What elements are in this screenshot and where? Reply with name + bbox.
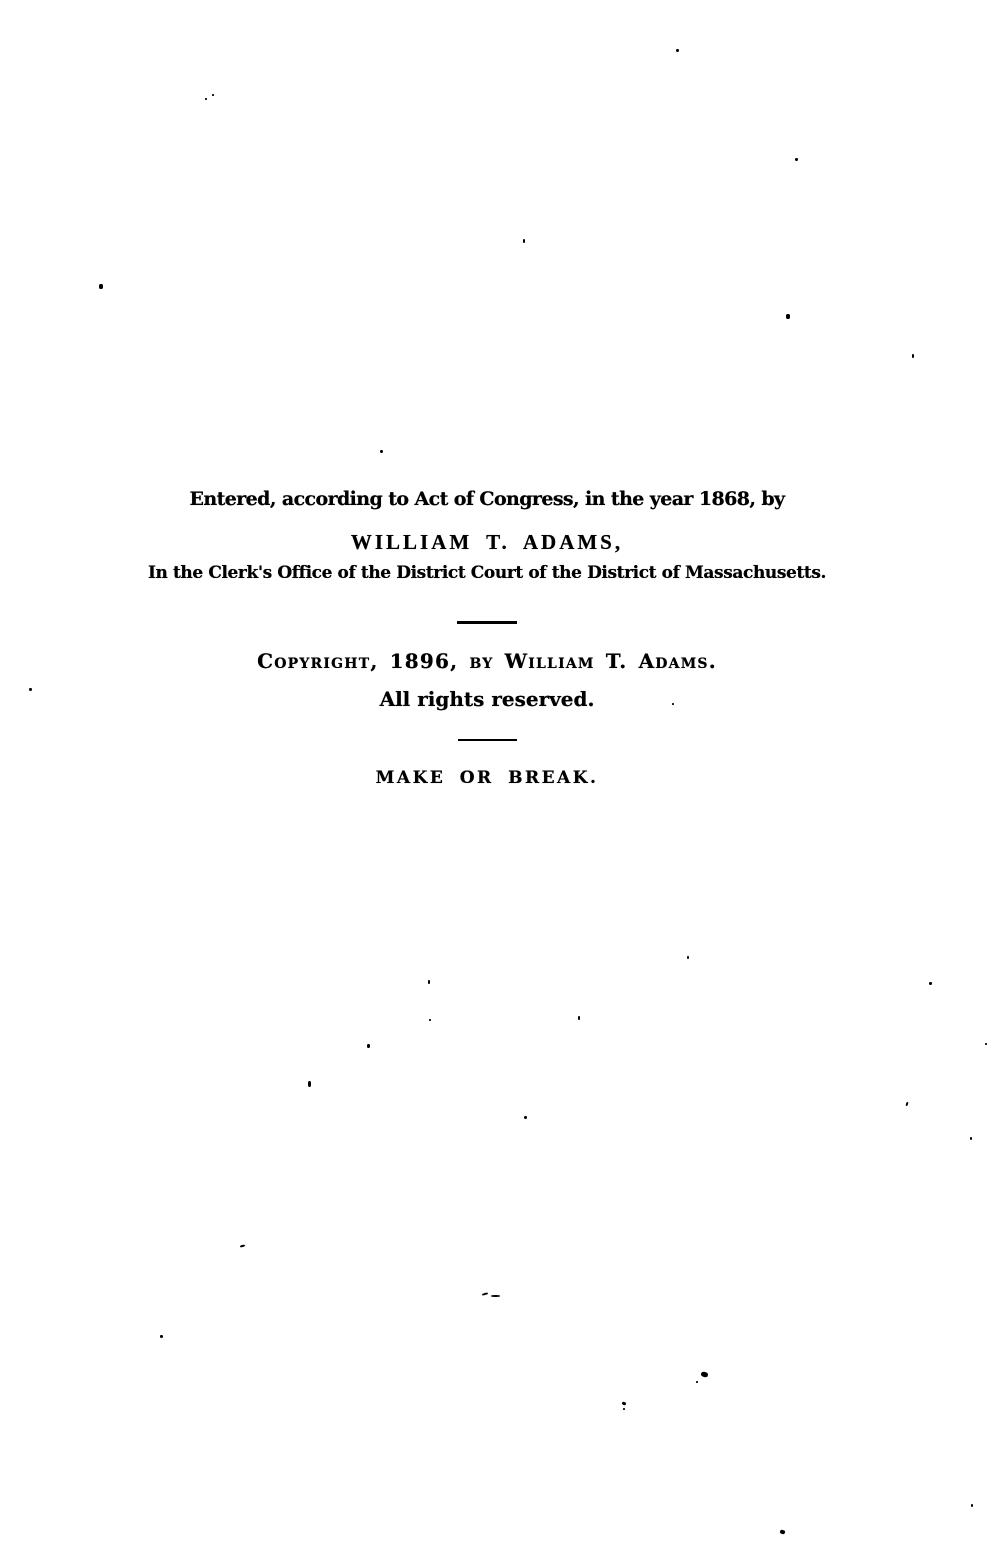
copyright-statement: Copyright, 1896, by William T. Adams. <box>257 649 717 673</box>
scan-speck <box>29 688 32 691</box>
scan-speck <box>491 1295 500 1297</box>
scan-speck <box>929 982 932 985</box>
scan-speck <box>380 450 383 453</box>
clerk-office-statement: In the Clerk's Office of the District Court of the District of Massachusetts. <box>147 563 827 583</box>
scan-speck <box>428 980 430 984</box>
scan-speck <box>676 49 679 52</box>
scan-speck <box>912 354 914 358</box>
scan-speck <box>672 703 674 705</box>
scan-speck <box>687 956 689 959</box>
copyright-notice-block <box>2 0 972 1554</box>
scan-speck <box>205 98 207 100</box>
scan-speck <box>985 1043 987 1045</box>
scan-speck <box>696 1381 698 1383</box>
scan-speck <box>524 1116 527 1119</box>
scan-speck <box>523 239 525 243</box>
scan-speck <box>970 1137 972 1140</box>
entry-statement: Entered, according to Act of Congress, in the year 1868, by <box>189 488 785 510</box>
book-title: MAKE OR BREAK. <box>375 768 599 788</box>
divider-rule-bottom <box>458 739 517 741</box>
scan-speck <box>160 1335 163 1338</box>
scan-speck <box>308 1081 311 1087</box>
scan-speck <box>99 284 103 289</box>
divider-rule-top <box>457 621 517 624</box>
scan-speck <box>212 94 214 96</box>
scan-speck <box>367 1044 370 1048</box>
scan-speck <box>786 314 790 319</box>
author-name: WILLIAM T. ADAMS, <box>350 530 624 554</box>
scan-speck <box>578 1016 580 1020</box>
scan-speck <box>971 1504 973 1507</box>
scan-speck <box>795 158 798 161</box>
scan-speck <box>623 1408 625 1410</box>
rights-statement: All rights reserved. <box>379 687 595 711</box>
scan-speck <box>429 1019 431 1021</box>
